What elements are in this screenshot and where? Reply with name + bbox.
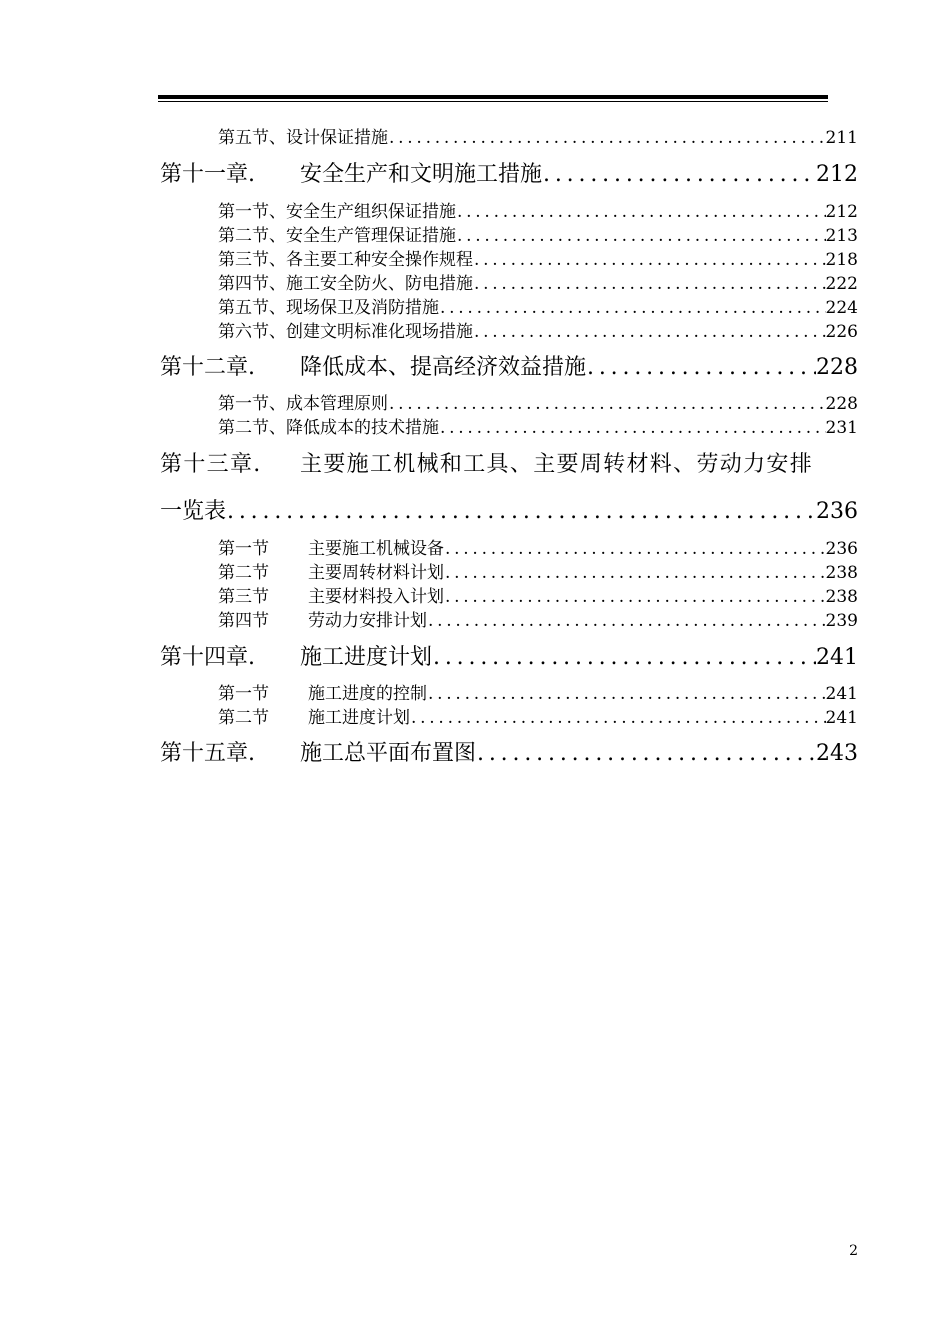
toc-entry-title: 第三节、各主要工种安全操作规程 xyxy=(218,250,473,267)
toc-entry-page: 228 xyxy=(825,394,858,411)
toc-entry-title: 第五节、设计保证措施 xyxy=(218,128,388,145)
toc-entry-title xyxy=(218,679,427,701)
toc-section-name: 施工进度计划 xyxy=(308,708,410,725)
toc-chapter-name-continued: 一览表 xyxy=(160,499,227,524)
toc-dot-leader xyxy=(456,202,826,219)
toc-entry-title xyxy=(218,606,427,628)
toc-entry-title: 第一节、成本管理原则 xyxy=(218,394,388,411)
toc-entry-title: 第四节、施工安全防火、防电措施 xyxy=(218,274,473,291)
toc-entry-11-3[interactable] xyxy=(218,245,858,267)
toc-section-name: 劳动力安排计划 xyxy=(308,611,427,628)
toc-dot-leader xyxy=(388,394,826,411)
toc-entry-page: 231 xyxy=(825,418,858,435)
toc-chapter-15[interactable] xyxy=(160,736,858,766)
toc-chapter-name: 施工总平面布置图 xyxy=(300,741,477,766)
toc-chapter-page: 236 xyxy=(816,499,858,524)
toc-entry-12-2[interactable] xyxy=(218,413,858,435)
toc-dot-leader xyxy=(586,355,816,380)
toc-dot-leader xyxy=(439,418,826,435)
toc-section-number: 第一节 xyxy=(218,539,269,556)
toc-entry-11-1[interactable] xyxy=(218,197,858,219)
toc-entry-page: 239 xyxy=(825,611,858,628)
toc-chapter-page: 243 xyxy=(816,741,858,766)
toc-entry-title xyxy=(218,558,444,580)
toc-entry-page: 238 xyxy=(825,563,858,580)
toc-chapter-page: 212 xyxy=(816,162,858,187)
header-rule xyxy=(158,95,828,99)
toc-section-name: 主要施工机械设备 xyxy=(308,539,444,556)
toc-entry-title: 第五节、现场保卫及消防措施 xyxy=(218,298,439,315)
toc-entry-page: 212 xyxy=(825,202,858,219)
toc-entry-11-4[interactable] xyxy=(218,269,858,291)
toc-entry-13-3[interactable] xyxy=(218,582,858,604)
toc-chapter-name: 降低成本、提高经济效益措施 xyxy=(300,355,587,380)
toc-section-number: 第二节 xyxy=(218,708,269,725)
toc-entry-page: 241 xyxy=(825,708,858,725)
toc-entry-14-1[interactable] xyxy=(218,679,858,701)
toc-chapter-14[interactable] xyxy=(160,640,858,670)
toc-chapter-name: 主要施工机械和工具、主要周转材料、劳动力安排 xyxy=(300,452,814,477)
toc-chapter-12[interactable] xyxy=(160,350,858,380)
toc-entry-11-2[interactable] xyxy=(218,221,858,243)
toc-section-number: 第四节 xyxy=(218,611,269,628)
toc-dot-leader xyxy=(444,539,826,556)
page-number: 2 xyxy=(849,1243,858,1259)
toc-dot-leader xyxy=(427,611,826,628)
toc-dot-leader xyxy=(476,741,816,766)
toc-dot-leader xyxy=(432,645,816,670)
toc-dot-leader xyxy=(473,322,826,339)
toc-entry-title xyxy=(218,703,410,725)
toc-entry-page: 241 xyxy=(825,684,858,701)
toc-chapter-number: 第十五章. xyxy=(160,741,255,766)
toc-chapter-page: 241 xyxy=(816,645,858,670)
toc-section-number: 第一节 xyxy=(218,684,269,701)
toc-dot-leader xyxy=(473,274,826,291)
toc-dot-leader xyxy=(410,708,826,725)
toc-section-number: 第三节 xyxy=(218,587,269,604)
toc-entry-11-5[interactable] xyxy=(218,293,858,315)
toc-chapter-title xyxy=(160,157,542,187)
toc-dot-leader xyxy=(456,226,826,243)
toc-chapter-name: 安全生产和文明施工措施 xyxy=(300,162,543,187)
toc-entry-12-1[interactable] xyxy=(218,389,858,411)
toc-entry-page: 222 xyxy=(825,274,858,291)
toc-chapter-title xyxy=(160,350,586,380)
toc-dot-leader xyxy=(439,298,826,315)
toc-dot-leader xyxy=(226,499,816,524)
toc-entry-page: 224 xyxy=(825,298,858,315)
toc-dot-leader xyxy=(542,162,816,187)
toc-entry-page: 238 xyxy=(825,587,858,604)
toc-chapter-name: 施工进度计划 xyxy=(300,645,433,670)
toc-dot-leader xyxy=(473,250,826,267)
toc-section-name: 施工进度的控制 xyxy=(308,684,427,701)
toc-entry-13-4[interactable] xyxy=(218,606,858,628)
toc-chapter-page: 228 xyxy=(816,355,858,380)
toc-dot-leader xyxy=(444,587,826,604)
toc-chapter-number: 第十一章. xyxy=(160,162,255,187)
toc-chapter-13-line2[interactable] xyxy=(160,494,858,524)
toc-section-name: 主要周转材料计划 xyxy=(308,563,444,580)
toc-entry-page: 211 xyxy=(825,128,858,145)
toc-dot-leader xyxy=(427,684,826,701)
toc-chapter-13-line1[interactable] xyxy=(160,447,858,478)
toc-entry-13-1[interactable] xyxy=(218,534,858,556)
toc-chapter-number: 第十四章. xyxy=(160,645,255,670)
toc-entry-page: 213 xyxy=(825,226,858,243)
toc-chapter-number: 第十三章. xyxy=(160,452,262,477)
toc-entry-page: 236 xyxy=(825,539,858,556)
toc-chapter-number: 第十二章. xyxy=(160,355,255,380)
toc-entry-13-2[interactable] xyxy=(218,558,858,580)
toc-entry-title: 第二节、安全生产管理保证措施 xyxy=(218,226,456,243)
toc-entry-5-5[interactable] xyxy=(218,123,858,145)
toc-chapter-title xyxy=(160,640,432,670)
toc-dot-leader xyxy=(388,128,826,145)
toc-entry-14-2[interactable] xyxy=(218,703,858,725)
toc-entry-page: 218 xyxy=(825,250,858,267)
toc-chapter-11[interactable] xyxy=(160,157,858,187)
toc-entry-title xyxy=(218,582,444,604)
toc-entry-11-6[interactable] xyxy=(218,317,858,339)
toc-entry-page: 226 xyxy=(825,322,858,339)
toc-entry-title: 第一节、安全生产组织保证措施 xyxy=(218,202,456,219)
toc-section-name: 主要材料投入计划 xyxy=(308,587,444,604)
toc-section-number: 第二节 xyxy=(218,563,269,580)
toc-entry-title: 第二节、降低成本的技术措施 xyxy=(218,418,439,435)
toc-entry-title: 第六节、创建文明标准化现场措施 xyxy=(218,322,473,339)
toc-dot-leader xyxy=(444,563,826,580)
toc-entry-title xyxy=(218,534,444,556)
toc-chapter-title xyxy=(160,736,476,766)
